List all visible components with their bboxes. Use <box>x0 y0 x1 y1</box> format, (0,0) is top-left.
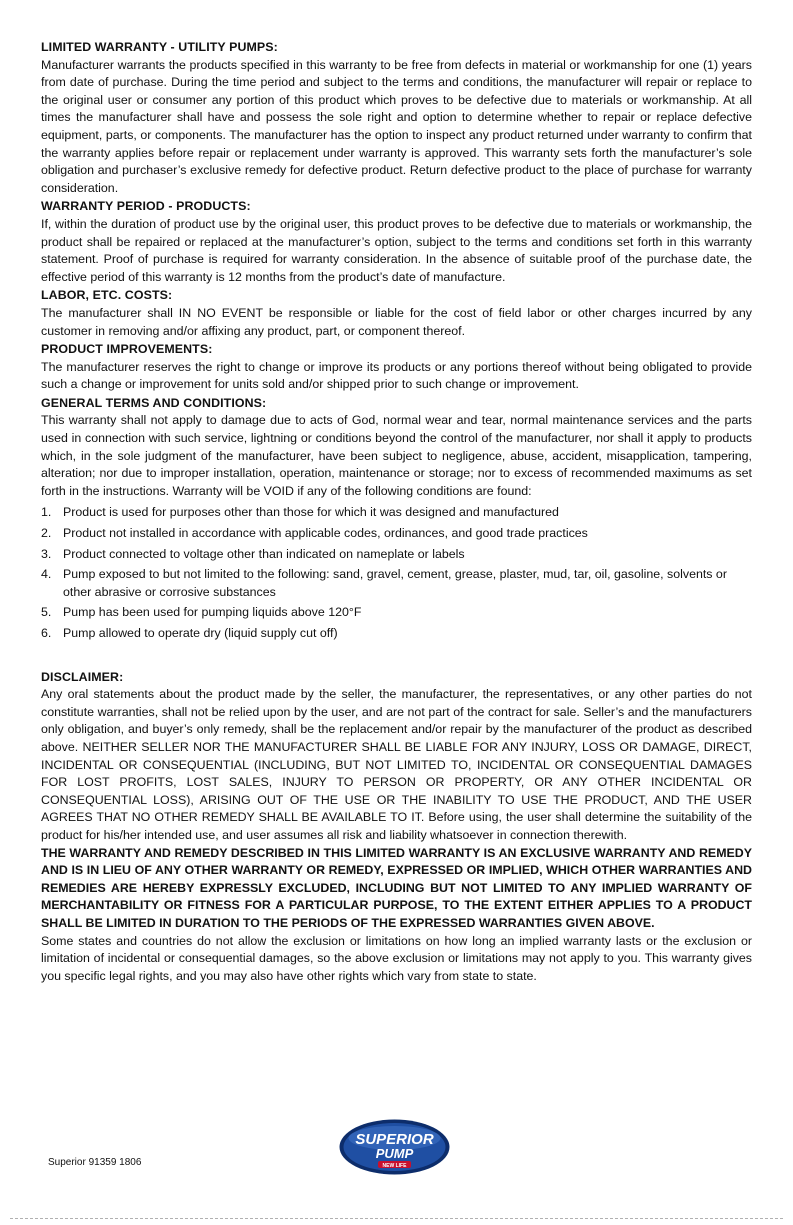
section-spacer <box>41 646 752 668</box>
list-item-number: 1. <box>41 505 52 520</box>
section-heading-product-improvements: PRODUCT IMPROVEMENTS: <box>41 342 213 357</box>
list-item <box>41 525 752 543</box>
warranty-document <box>41 38 752 985</box>
section-body-warranty-period: If, within the duration of product use by the original user, this product proves to be defective due to materials or workmanship, the product shall be repaired or replaced at the manufacturer’s option, subject to the terms and conditions set forth in this warranty statement. Proof of purchase is required for warranty consideration. In the absence of suitable proof of the purchase date, the effective period of this warranty is 12 months from the product’s date of manufacture. <box>41 216 752 284</box>
list-item-text: Product not installed in accordance with applicable codes, ordinances, and good trade practices <box>63 526 588 541</box>
logo-text-pump: PUMP <box>375 1146 414 1161</box>
void-conditions-list <box>41 504 752 642</box>
logo-tagline: NEW LIFE <box>382 1163 407 1169</box>
section-body-labor-costs: The manufacturer shall IN NO EVENT be responsible or liable for the cost of field labor or other charges incurred by any customer in removing and/or affixing any product, part, or component thereof. <box>41 305 752 338</box>
superior-pump-logo <box>338 1118 451 1176</box>
list-item-text: Product connected to voltage other than indicated on nameplate or labels <box>63 546 465 561</box>
section-heading-general-terms: GENERAL TERMS AND CONDITIONS: <box>41 395 267 410</box>
section-body-product-improvements: The manufacturer reserves the right to change or improve its products or any portions thereof without being obligated to provide such a change or improvement for units sold and/or shipped prior to such change or improvement. <box>41 359 752 392</box>
logo-text-superior: SUPERIOR <box>355 1131 434 1148</box>
disclaimer-closing: Some states and countries do not allow the exclusion or limitations on how long an implied warranty lasts or the exclusion or limitation of incidental or consequential damages, so the above exclusion or limitations may not apply to you. This warranty gives you specific legal rights, and you may also have other rights which vary from state to state. <box>41 933 752 983</box>
list-item <box>41 604 752 622</box>
section-heading-labor-costs: LABOR, ETC. COSTS: <box>41 288 173 303</box>
list-item-text: Product is used for purposes other than those for which it was designed and manufactured <box>63 505 559 520</box>
list-item <box>41 625 752 643</box>
section-heading-limited-warranty: LIMITED WARRANTY - UTILITY PUMPS: <box>41 40 278 54</box>
list-item <box>41 546 752 564</box>
list-item-text: Pump allowed to operate dry (liquid supply cut off) <box>63 626 338 640</box>
section-body-limited-warranty: Manufacturer warrants the products specified in this warranty to be free from defects in material or workmanship for one (1) years from date of purchase. During the time period and subject to the terms and conditions, the manufacturer will repair or replace to the original user or consumer any portion of this product which proves to be defective due to materials or workmanship. At all times the manufacturer shall have and possess the sole right and option to determine whether to repair or replace defective equipment, parts, or components. The manufacturer has the option to inspect any product returned under warranty to confirm that the warranty applies before repair or replacement under warranty is approved. This warranty sets forth the manufacturer’s sole obligation and purchaser’s exclusive remedy for defective product. Return defective product to the place of purchase for warranty consideration. <box>41 57 752 195</box>
list-item-number: 3. <box>41 546 52 561</box>
document-code: Superior 91359 1806 <box>48 1157 142 1168</box>
list-item-number: 2. <box>41 526 52 541</box>
list-item <box>41 566 752 601</box>
disclaimer-body: Any oral statements about the product made by the seller, the manufacturer, the representatives, or any other parties do not constitute warranties, shall not be relied upon by the user, and are not part of the contract for sale. Seller’s and the manufacturers only obligation, and buyer’s only remedy, shall be the replacement and/or repair by the manufacturer of the product as described above. NEITHER SELLER NOR THE MANUFACTURER SHALL BE LIABLE FOR ANY INJURY, LOSS OR DAMAGE, DIRECT, INCIDENTAL OR CONSEQUENTIAL (INCLUDING, BUT NOT LIMITED TO, INCIDENTAL OR CONSEQUENTIAL DAMAGES FOR LOST PROFITS, LOST SALES, INJURY TO PERSON OR PROPERTY, OR ANY OTHER INCIDENTAL OR CONSEQUENTIAL LOSS), ARISING OUT OF THE USE OR THE INABILITY TO USE THE PRODUCT, AND THE USER AGREES THAT NO OTHER REMEDY SHALL BE AVAILABLE TO IT. Before using, the user shall determine the suitability of the product for his/her intended use, and user assumes all risk and liability whatsoever in connection therewith. <box>41 687 752 842</box>
list-item <box>41 504 752 522</box>
exclusive-warranty-statement: THE WARRANTY AND REMEDY DESCRIBED IN THIS LIMITED WARRANTY IS AN EXCLUSIVE WARRANTY AND REMEDY AND IS IN LIEU OF ANY OTHER WARRANTY OR REMEDY, EXPRESSED OR IMPLIED, WHICH OTHER WARRANTIES AND REMEDIES ARE HEREBY EXPRESSLY EXCLUDED, INCLUDING BUT NOT LIMITED TO ANY IMPLIED WARRANTY OF MERCHANTABILITY OR FITNESS FOR A PARTICULAR PURPOSE, TO THE EXTENT EITHER APPLIES TO A PRODUCT SHALL BE LIMITED IN DURATION TO THE PERIODS OF THE EXPRESSED WARRANTIES GIVEN ABOVE. <box>41 845 752 930</box>
section-heading-disclaimer: DISCLAIMER: <box>41 669 124 684</box>
list-item-number: 6. <box>41 626 52 640</box>
list-item-number: 5. <box>41 605 52 620</box>
list-item-number: 4. <box>41 567 52 582</box>
section-body-general-terms: This warranty shall not apply to damage due to acts of God, normal wear and tear, normal maintenance services and the parts used in connection with such service, lightning or conditions beyond the control of the manufacturer, nor shall it apply to products which, in the sole judgment of the manufacturer, have been subject to negligence, abuse, accident, misapplication, tampering, alteration; nor due to improper installation, operation, maintenance or storage; nor to excess of recommended maximums as set forth in the instructions. Warranty will be VOID if any of the following conditions are found: <box>41 413 752 498</box>
list-item-text: Pump exposed to but not limited to the following: sand, gravel, cement, grease, plaster, mud, tar, oil, gasoline, solvents or other abrasive or corrosive substances <box>63 567 727 599</box>
list-item-text: Pump has been used for pumping liquids above 120°F <box>63 605 362 620</box>
page-bottom-divider <box>10 1218 783 1219</box>
section-heading-warranty-period: WARRANTY PERIOD - PRODUCTS: <box>41 199 251 214</box>
